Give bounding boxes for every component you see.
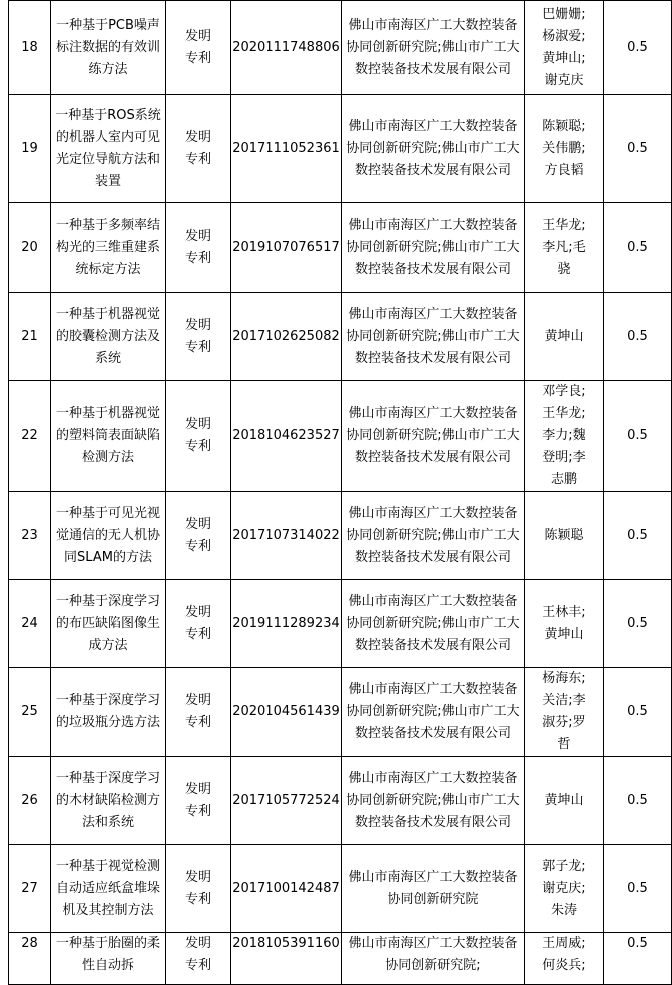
- share-cell: [604, 203, 672, 293]
- patent-type-cell: [166, 757, 231, 845]
- patent-owner: 佛山市南海区广工大数控装备协同创新研究院;: [348, 936, 518, 973]
- patent-name-cell: [51, 845, 166, 933]
- inventors: 王周威; 何炎兵;: [542, 936, 586, 973]
- patent-name: 一种基于深度学习的布匹缺陷图像生成方法: [55, 593, 160, 653]
- patent-owner: 佛山市南海区广工大数控装备协同创新研究院;佛山市广工大数控装备技术发展有限公司: [346, 406, 520, 465]
- row-number-cell: [9, 580, 51, 668]
- inventors: 陈颖聪; 关伟鹏; 方良韬: [542, 118, 586, 178]
- patent-number-cell: [231, 757, 342, 845]
- table-row: [9, 933, 672, 985]
- patent-number: 2019107076517: [232, 239, 340, 255]
- patent-name-cell: [51, 492, 166, 580]
- share-cell: [604, 668, 672, 757]
- table-row: [9, 203, 672, 293]
- row-number: 18: [21, 39, 38, 55]
- patent-number-cell: [231, 95, 342, 203]
- patent-number-cell: [231, 580, 342, 668]
- patent-type: 发明 专利: [184, 693, 211, 730]
- share-value: 0.5: [627, 880, 648, 896]
- row-number: 25: [21, 704, 38, 719]
- patent-name: 一种基于机器视觉的胶囊检测方法及系统: [55, 306, 160, 366]
- patent-type-cell: [166, 95, 231, 203]
- inventors-cell: [525, 845, 604, 933]
- table-row: [9, 381, 672, 492]
- patent-number-cell: [231, 203, 342, 293]
- patent-owner: 佛山市南海区广工大数控装备协同创新研究院;佛山市广工大数控装备技术发展有限公司: [346, 217, 520, 277]
- table-row: [9, 668, 672, 757]
- patent-type: 发明 专利: [184, 317, 211, 355]
- row-number: 19: [21, 140, 38, 156]
- patent-number-cell: [231, 492, 342, 580]
- patent-owner-cell: [342, 293, 525, 381]
- share-value: 0.5: [627, 615, 648, 631]
- share-value: 0.5: [627, 39, 648, 55]
- row-number-cell: [9, 757, 51, 845]
- patent-type-cell: [166, 1, 231, 95]
- patent-type: 发明 专利: [184, 936, 211, 973]
- patent-number: 2017100142487: [232, 880, 340, 896]
- patent-number: 2018104623527: [232, 428, 340, 443]
- inventors-cell: [525, 1, 604, 95]
- inventors: 黄坤山: [544, 792, 584, 808]
- patent-number: 2017105772524: [232, 792, 340, 808]
- row-number-cell: [9, 1, 51, 95]
- patent-number: 2020104561439: [232, 704, 340, 719]
- patent-number: 2018105391160: [232, 936, 340, 951]
- patent-number-cell: [231, 1, 342, 95]
- patent-name-cell: [51, 933, 166, 985]
- row-number-cell: [9, 293, 51, 381]
- share-cell: [604, 293, 672, 381]
- patent-name: 一种基于多频率结构光的三维重建系统标定方法: [55, 217, 160, 277]
- patent-type: 发明 专利: [184, 516, 211, 554]
- patent-owner: 佛山市南海区广工大数控装备协同创新研究院;佛山市广工大数控装备技术发展有限公司: [346, 682, 520, 741]
- patent-type-cell: [166, 492, 231, 580]
- patent-type-cell: [166, 845, 231, 933]
- inventors: 郭子龙; 谢克庆; 朱涛: [542, 858, 586, 918]
- inventors-cell: [525, 293, 604, 381]
- patent-owner-cell: [342, 757, 525, 845]
- share-cell: [604, 580, 672, 668]
- patent-name: 一种基于深度学习的木材缺陷检测方法和系统: [55, 770, 160, 830]
- patent-number-cell: [231, 381, 342, 492]
- patent-type-cell: [166, 381, 231, 492]
- inventors: 黄坤山: [544, 328, 584, 344]
- row-number-cell: [9, 203, 51, 293]
- patent-owner-cell: [342, 492, 525, 580]
- share-cell: [604, 933, 672, 985]
- row-number-cell: [9, 381, 51, 492]
- inventors: 巴姗姗; 杨淑爱; 黄坤山; 谢克庆: [542, 6, 586, 88]
- patent-number: 2017107314022: [232, 527, 340, 543]
- inventors-cell: [525, 203, 604, 293]
- share-value: 0.5: [627, 936, 648, 951]
- inventors: 邓学良; 王华龙; 李力;魏 登明;李 志鹏: [542, 384, 586, 487]
- patent-name-cell: [51, 668, 166, 757]
- share-value: 0.5: [627, 527, 648, 543]
- row-number: 28: [21, 936, 38, 951]
- share-cell: [604, 492, 672, 580]
- patent-number: 2020111748806: [232, 39, 340, 55]
- patent-name: 一种基于ROS系统的机器人室内可见光定位导航方法和装置: [55, 107, 161, 189]
- table-row: [9, 580, 672, 668]
- patent-owner-cell: [342, 1, 525, 95]
- patent-number-cell: [231, 668, 342, 757]
- share-value: 0.5: [627, 428, 648, 443]
- share-cell: [604, 845, 672, 933]
- patent-owner-cell: [342, 203, 525, 293]
- inventors-cell: [525, 492, 604, 580]
- share-cell: [604, 1, 672, 95]
- inventors: 杨海东; 关洁;李 淑芬;罗 哲: [542, 671, 586, 752]
- patent-name: 一种基于PCB噪声标注数据的有效训练方法: [55, 17, 160, 77]
- patent-owner-cell: [342, 668, 525, 757]
- share-value: 0.5: [627, 792, 648, 808]
- patent-type-cell: [166, 580, 231, 668]
- patent-owner-cell: [342, 933, 525, 985]
- inventors-cell: [525, 933, 604, 985]
- patent-owner: 佛山市南海区广工大数控装备协同创新研究院;佛山市广工大数控装备技术发展有限公司: [346, 505, 520, 565]
- patent-type-cell: [166, 293, 231, 381]
- share-cell: [604, 381, 672, 492]
- patent-name: 一种基于机器视觉的塑料筒表面缺陷检测方法: [55, 406, 160, 465]
- patent-type-cell: [166, 203, 231, 293]
- share-value: 0.5: [627, 704, 648, 719]
- patent-owner-cell: [342, 95, 525, 203]
- inventors-cell: [525, 381, 604, 492]
- row-number: 23: [21, 527, 38, 543]
- patent-number: 2019111289234: [232, 615, 340, 631]
- patent-name-cell: [51, 95, 166, 203]
- patent-type: 发明 专利: [184, 417, 211, 454]
- patent-owner: 佛山市南海区广工大数控装备协同创新研究院;佛山市广工大数控装备技术发展有限公司: [346, 118, 520, 178]
- share-value: 0.5: [627, 239, 648, 255]
- patent-owner: 佛山市南海区广工大数控装备协同创新研究院: [348, 869, 518, 907]
- share-value: 0.5: [627, 328, 648, 344]
- inventors-cell: [525, 95, 604, 203]
- inventors-cell: [525, 668, 604, 757]
- share-cell: [604, 757, 672, 845]
- row-number: 21: [21, 328, 38, 344]
- row-number-cell: [9, 933, 51, 985]
- row-number: 24: [21, 615, 38, 631]
- patent-name: 一种基于深度学习的垃圾瓶分选方法: [55, 693, 160, 730]
- share-cell: [604, 95, 672, 203]
- patent-name-cell: [51, 757, 166, 845]
- table-row: [9, 757, 672, 845]
- row-number: 27: [21, 880, 38, 896]
- row-number-cell: [9, 95, 51, 203]
- table-row: [9, 95, 672, 203]
- patent-type: 发明 专利: [184, 129, 211, 167]
- patent-type: 发明 专利: [184, 604, 211, 642]
- row-number-cell: [9, 492, 51, 580]
- inventors: 陈颖聪: [544, 527, 584, 543]
- patent-owner: 佛山市南海区广工大数控装备协同创新研究院;佛山市广工大数控装备技术发展有限公司: [346, 306, 520, 366]
- patent-number-cell: [231, 933, 342, 985]
- table-row: [9, 492, 672, 580]
- row-number-cell: [9, 668, 51, 757]
- patent-type-cell: [166, 668, 231, 757]
- inventors-cell: [525, 580, 604, 668]
- row-number: 22: [21, 428, 38, 443]
- patent-number-cell: [231, 293, 342, 381]
- patent-type: 发明 专利: [184, 869, 211, 907]
- patent-owner: 佛山市南海区广工大数控装备协同创新研究院;佛山市广工大数控装备技术发展有限公司: [346, 17, 520, 77]
- inventors: 王华龙; 李凡;毛 骁: [542, 217, 586, 277]
- patent-type: 发明 专利: [184, 228, 211, 266]
- patent-owner-cell: [342, 381, 525, 492]
- row-number-cell: [9, 845, 51, 933]
- table-row: [9, 1, 672, 95]
- patent-type: 发明 专利: [184, 781, 211, 819]
- patent-name: 一种基于视觉检测自动适应纸盒堆垛机及其控制方法: [55, 858, 160, 918]
- inventors-cell: [525, 757, 604, 845]
- patent-number: 2017111052361: [232, 140, 340, 156]
- patent-name-cell: [51, 381, 166, 492]
- patent-name-cell: [51, 203, 166, 293]
- patent-table: [8, 0, 672, 985]
- patent-number-cell: [231, 845, 342, 933]
- patent-owner: 佛山市南海区广工大数控装备协同创新研究院;佛山市广工大数控装备技术发展有限公司: [346, 770, 520, 830]
- row-number: 26: [21, 792, 38, 808]
- patent-name: 一种基于胎圈的柔性自动拆: [55, 936, 160, 973]
- patent-type-cell: [166, 933, 231, 985]
- patent-number: 2017102625082: [232, 328, 340, 344]
- patent-owner-cell: [342, 845, 525, 933]
- table-row: [9, 293, 672, 381]
- patent-owner-cell: [342, 580, 525, 668]
- row-number: 20: [21, 239, 38, 255]
- patent-name-cell: [51, 580, 166, 668]
- patent-name-cell: [51, 1, 166, 95]
- patent-table-body: [9, 1, 672, 985]
- inventors: 王林丰; 黄坤山: [542, 604, 586, 642]
- patent-name: 一种基于可见光视觉通信的无人机协同SLAM的方法: [55, 505, 160, 565]
- patent-owner: 佛山市南海区广工大数控装备协同创新研究院;佛山市广工大数控装备技术发展有限公司: [346, 593, 520, 653]
- patent-type: 发明 专利: [184, 28, 211, 66]
- patent-name-cell: [51, 293, 166, 381]
- share-value: 0.5: [627, 140, 648, 156]
- table-row: [9, 845, 672, 933]
